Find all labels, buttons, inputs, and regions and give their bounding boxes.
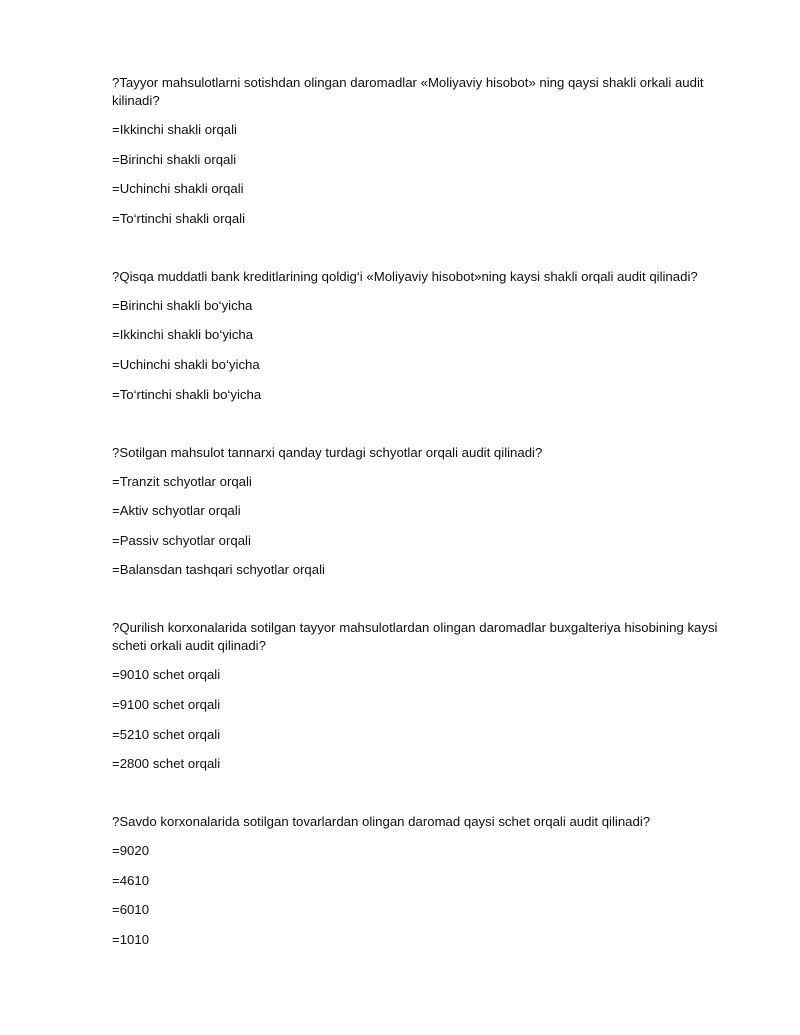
question-block-2 bbox=[112, 268, 722, 404]
answer-option: =Aktiv schyotlar orqali bbox=[112, 503, 241, 519]
question-text: ?Qurilish korxonalarida sotilgan tayyor mahsulotlardan olingan daromadlar buxgalteriya hisobining kaysi scheti orkali audit qilinadi? bbox=[112, 620, 718, 654]
answer-option: =Birinchi shakli orqali bbox=[112, 151, 237, 167]
answer-option: =6010 bbox=[112, 902, 150, 918]
question-text: ?Tayyor mahsulotlarni sotishdan olingan daromadlar «Moliyaviy hisobot» ning qaysi shakli orkali audit kilinadi? bbox=[112, 75, 704, 108]
question-text: ?Sotilgan mahsulot tannarxi qanday turdagi schyotlar orqali audit qilinadi? bbox=[112, 444, 543, 460]
document-body bbox=[112, 74, 722, 949]
answer-option: =To‘rtinchi shakli orqali bbox=[112, 210, 246, 226]
answer-option: =Birinchi shakli bo‘yicha bbox=[112, 297, 253, 313]
question-text: ?Qisqa muddatli bank kreditlarining qoldig‘i «Moliyaviy hisobot»ning kaysi shakli orqali audit qilinadi? bbox=[112, 268, 698, 284]
answer-option: =Tranzit schyotlar orqali bbox=[112, 473, 252, 489]
question-text: ?Savdo korxonalarida sotilgan tovarlardan olingan daromad qaysi schet orqali audit qilinadi? bbox=[112, 814, 651, 830]
answer-option: =Passiv schyotlar orqali bbox=[112, 532, 251, 548]
answer-option: =5210 schet orqali bbox=[112, 726, 221, 742]
answer-option: =4610 bbox=[112, 872, 150, 888]
answer-option: =Ikkinchi shakli bo‘yicha bbox=[112, 327, 254, 343]
answer-option: =2800 schet orqali bbox=[112, 756, 221, 772]
question-block-5 bbox=[112, 813, 722, 949]
answer-option: =9100 schet orqali bbox=[112, 696, 221, 712]
answer-option: =9020 bbox=[112, 843, 150, 859]
answer-option: =1010 bbox=[112, 931, 150, 947]
answer-option: =To‘rtinchi shakli bo‘yicha bbox=[112, 386, 262, 402]
answer-option: =9010 schet orqali bbox=[112, 667, 221, 683]
answer-option: =Balansdan tashqari schyotlar orqali bbox=[112, 562, 325, 578]
question-block-4 bbox=[112, 619, 722, 773]
answer-option: =Uchinchi shakli orqali bbox=[112, 181, 244, 197]
question-block-1 bbox=[112, 74, 722, 228]
answer-option: =Uchinchi shakli bo‘yicha bbox=[112, 356, 260, 372]
answer-option: =Ikkinchi shakli orqali bbox=[112, 122, 237, 137]
question-block-3 bbox=[112, 444, 722, 580]
